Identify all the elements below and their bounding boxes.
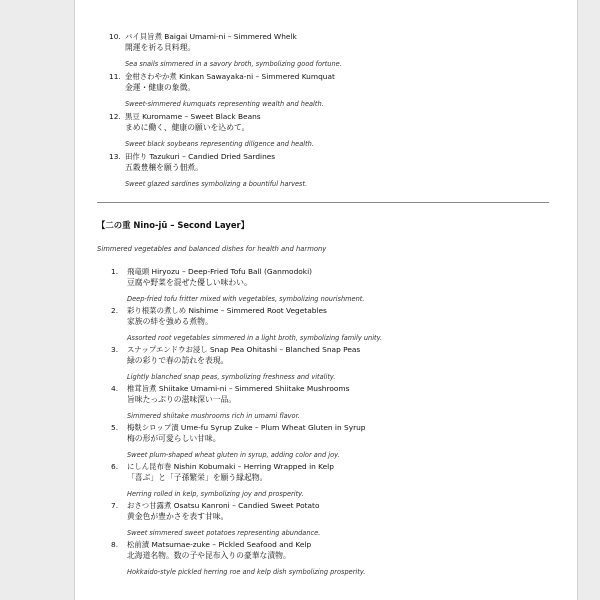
item-title	[109, 72, 342, 82]
item-english-description: Hokkaido-style pickled herring roe and kelp dish symbolizing prosperity.	[127, 568, 366, 576]
item-english-description: Sweet black soybeans representing diligence and health.	[125, 140, 314, 148]
item-english-description: Sweet simmered sweet potatoes representing abundance.	[127, 529, 321, 537]
item-title	[109, 32, 342, 42]
item-japanese-description: 金運・健康の象徴。	[125, 83, 196, 92]
section-heading: 【二の重 Nino-jū – Second Layer】	[97, 220, 250, 230]
item-english-description: Sweet-simmered kumquats representing wealth and health.	[125, 100, 324, 108]
item-english-description: Lightly blanched snap peas, symbolizing freshness and vitality.	[127, 373, 336, 381]
item-number: 6.	[111, 462, 119, 471]
item-japanese-description: 緑の彩りで春の訪れを表現。	[127, 356, 229, 365]
item-title	[109, 152, 342, 162]
first-layer-list	[109, 32, 342, 192]
list-item	[111, 540, 382, 579]
item-number: 7.	[111, 501, 119, 510]
item-number: 4.	[111, 384, 119, 393]
item-english-description: Sea snails simmered in a savory broth, symbolizing good fortune.	[125, 60, 342, 68]
list-item	[111, 267, 382, 306]
item-japanese-description: 旨味たっぷりの滋味深い一品。	[127, 395, 237, 404]
item-number: 11.	[109, 72, 121, 81]
item-number: 12.	[109, 112, 121, 121]
item-number: 10.	[109, 32, 121, 41]
item-english-description: Herring rolled in kelp, symbolizing joy and prosperity.	[127, 490, 304, 498]
item-title	[109, 112, 342, 122]
item-title-text: バイ貝旨煮 Baigai Umami-ni – Simmered Whelk	[125, 32, 297, 41]
item-japanese-description: 「喜ぶ」と「子孫繁栄」を願う縁起物。	[127, 473, 268, 482]
item-title-text: にしん昆布巻 Nishin Kobumaki – Herring Wrapped in Kelp	[127, 462, 334, 471]
item-title-text: 飛竜頭 Hiryozu – Deep-Fried Tofu Ball (Ganmodoki)	[127, 267, 313, 276]
item-japanese-description: まめに働く、健康の願いを込めて。	[125, 123, 250, 132]
item-number: 13.	[109, 152, 121, 161]
item-title	[111, 345, 382, 355]
item-title-text: 金柑さわやか煮 Kinkan Sawayaka-ni – Simmered Kumquat	[125, 72, 335, 81]
item-number: 8.	[111, 540, 119, 549]
item-number: 5.	[111, 423, 119, 432]
item-japanese-description: 北海道名物。数の子や昆布入りの豪華な漬物。	[127, 551, 291, 560]
list-item	[111, 423, 382, 462]
item-title	[111, 540, 382, 550]
list-item	[111, 501, 382, 540]
item-title-text: 田作り Tazukuri – Candied Dried Sardines	[125, 152, 276, 161]
item-title-text: 彩り根菜の煮しめ Nishime – Simmered Root Vegetables	[127, 306, 327, 315]
second-layer-list	[111, 267, 382, 579]
section-subtitle: Simmered vegetables and balanced dishes for health and harmony	[97, 245, 327, 253]
item-title	[111, 423, 382, 433]
item-number: 1.	[111, 267, 119, 276]
list-item	[109, 152, 342, 192]
item-japanese-description: 黄金色が豊かさを表す甘味。	[127, 512, 229, 521]
item-title	[111, 501, 382, 511]
document-page	[74, 0, 578, 600]
list-item	[111, 384, 382, 423]
item-japanese-description: 梅の形が可愛らしい甘味。	[127, 434, 221, 443]
list-item	[109, 32, 342, 72]
item-number: 2.	[111, 306, 119, 315]
list-item	[111, 345, 382, 384]
item-title-text: 椎茸旨煮 Shiitake Umami-ni – Simmered Shiitake Mushrooms	[127, 384, 350, 393]
item-title	[111, 267, 382, 277]
item-title	[111, 306, 382, 316]
item-japanese-description: 五穀豊穣を願う佃煮。	[125, 163, 203, 172]
item-english-description: Deep-fried tofu fritter mixed with vegetables, symbolizing nourishment.	[127, 295, 365, 303]
item-title	[111, 462, 382, 472]
item-title-text: 黒豆 Kuromame – Sweet Black Beans	[125, 112, 261, 121]
list-item	[111, 306, 382, 345]
item-number: 3.	[111, 345, 119, 354]
item-japanese-description: 開運を祈る貝料理。	[125, 43, 196, 52]
item-title-text: 梅麩シロップ漬 Ume-fu Syrup Zuke – Plum Wheat Gluten in Syrup	[127, 423, 366, 432]
item-japanese-description: 家族の絆を強める煮物。	[127, 317, 213, 326]
item-title	[111, 384, 382, 394]
list-item	[109, 72, 342, 112]
item-english-description: Sweet glazed sardines symbolizing a bountiful harvest.	[125, 180, 308, 188]
section-divider	[97, 202, 549, 203]
item-english-description: Sweet plum-shaped wheat gluten in syrup, adding color and joy.	[127, 451, 340, 459]
list-item	[109, 112, 342, 152]
list-item	[111, 462, 382, 501]
item-title-text: おさつ甘露煮 Osatsu Kanroni – Candied Sweet Potato	[127, 501, 320, 510]
item-japanese-description: 豆腐や野菜を混ぜた優しい味わい。	[127, 278, 252, 287]
item-title-text: スナップエンドウお浸し Snap Pea Ohitashi – Blanched Snap Peas	[127, 345, 361, 354]
item-english-description: Simmered shiitake mushrooms rich in umami flavor.	[127, 412, 300, 420]
item-title-text: 松前漬 Matsumae-zuke – Pickled Seafood and Kelp	[127, 540, 312, 549]
item-english-description: Assorted root vegetables simmered in a light broth, symbolizing family unity.	[127, 334, 383, 342]
